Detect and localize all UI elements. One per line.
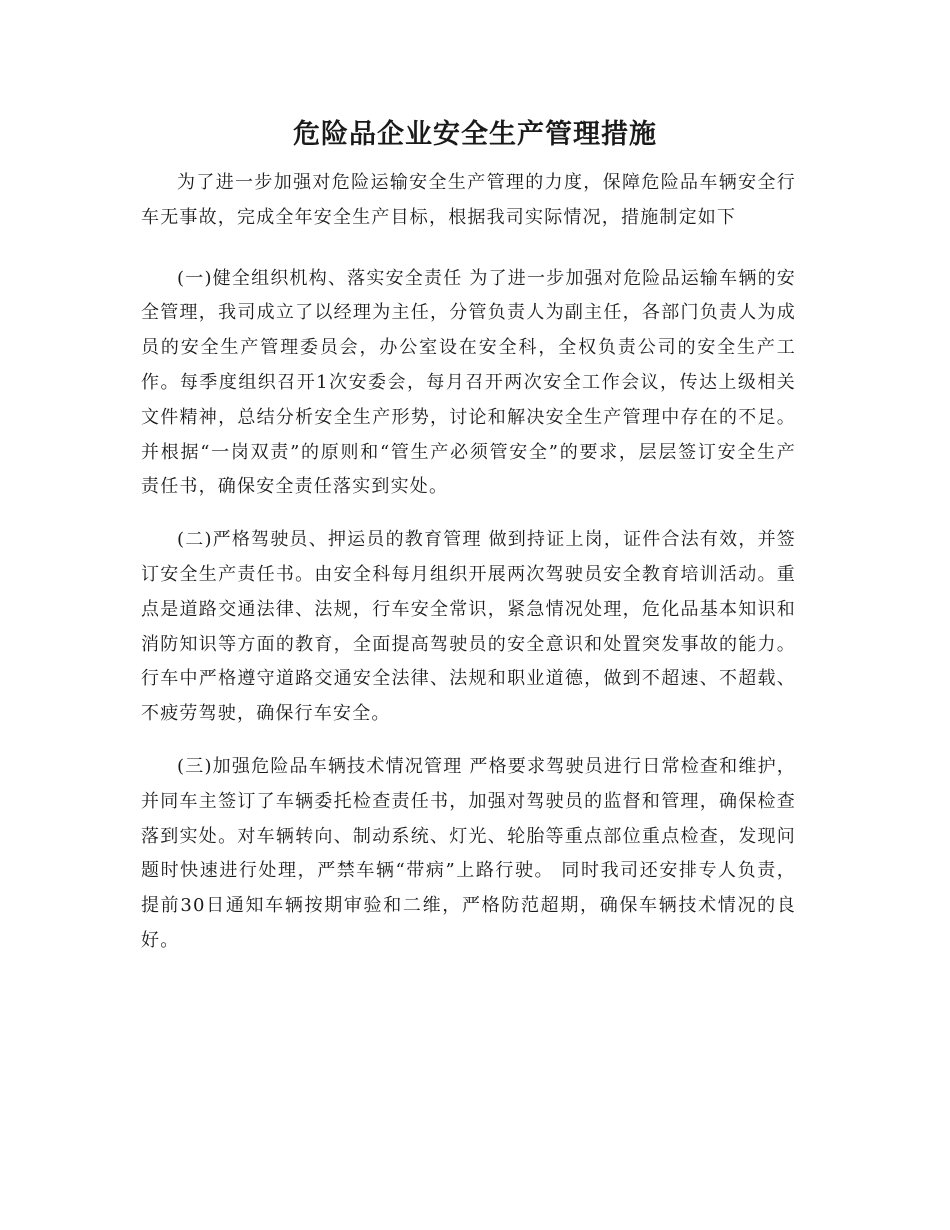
section-1-paragraph: (一)健全组织机构、落实安全责任 为了进一步加强对危险品运输车辆的安全管理，我司成立了以经理为主任，分管负责人为副主任，各部门负责人为成员的安全生产管理委员会，办公室设在安全科，全权负责公司的安全生产工作。每季度组织召开1次安委会，每月召开两次安全工作会议，传达上级相关文件精神，总结分析安全生产形势，讨论和解决安全生产管理中存在的不足。并根据“一岗双责”的原则和“管生产必须管安全”的要求，层层签订安全生产责任书，确保安全责任落实到实处。 [141, 267, 796, 498]
section-3-paragraph: (三)加强危险品车辆技术情况管理 严格要求驾驶员进行日常检查和维护，并同车主签订了车辆委托检查责任书，加强对驾驶员的监督和管理，确保检查落到实处。对车辆转向、制动系统、灯光、轮胎等重点部位重点检查，发现问题时快速进行处理，严禁车辆“带病”上路行驶。 同时我司还安排专人负责，提前30日通知车辆按期审验和二维，严格防范超期，确保车辆技术情况的良好。 [141, 755, 796, 951]
intro-paragraph: 为了进一步加强对危险运输安全生产管理的力度，保障危险品车辆安全行车无事故，完成全年安全生产目标，根据我司实际情况，措施制定如下 [141, 172, 796, 228]
document-title: 危险品企业安全生产管理措施 [293, 119, 657, 150]
section-2-paragraph: (二)严格驾驶员、押运员的教育管理 做到持证上岗，证件合法有效，并签订安全生产责任书。由安全科每月组织开展两次驾驶员安全教育培训活动。重点是道路交通法律、法规，行车安全常识，紧急情况处理，危化品基本知识和消防知识等方面的教育，全面提高驾驶员的安全意识和处置突发事故的能力。行车中严格遵守道路交通安全法律、法规和职业道德，做到不超速、不超载、不疲劳驾驶，确保行车安全。 [141, 529, 796, 725]
document-body [141, 166, 796, 977]
